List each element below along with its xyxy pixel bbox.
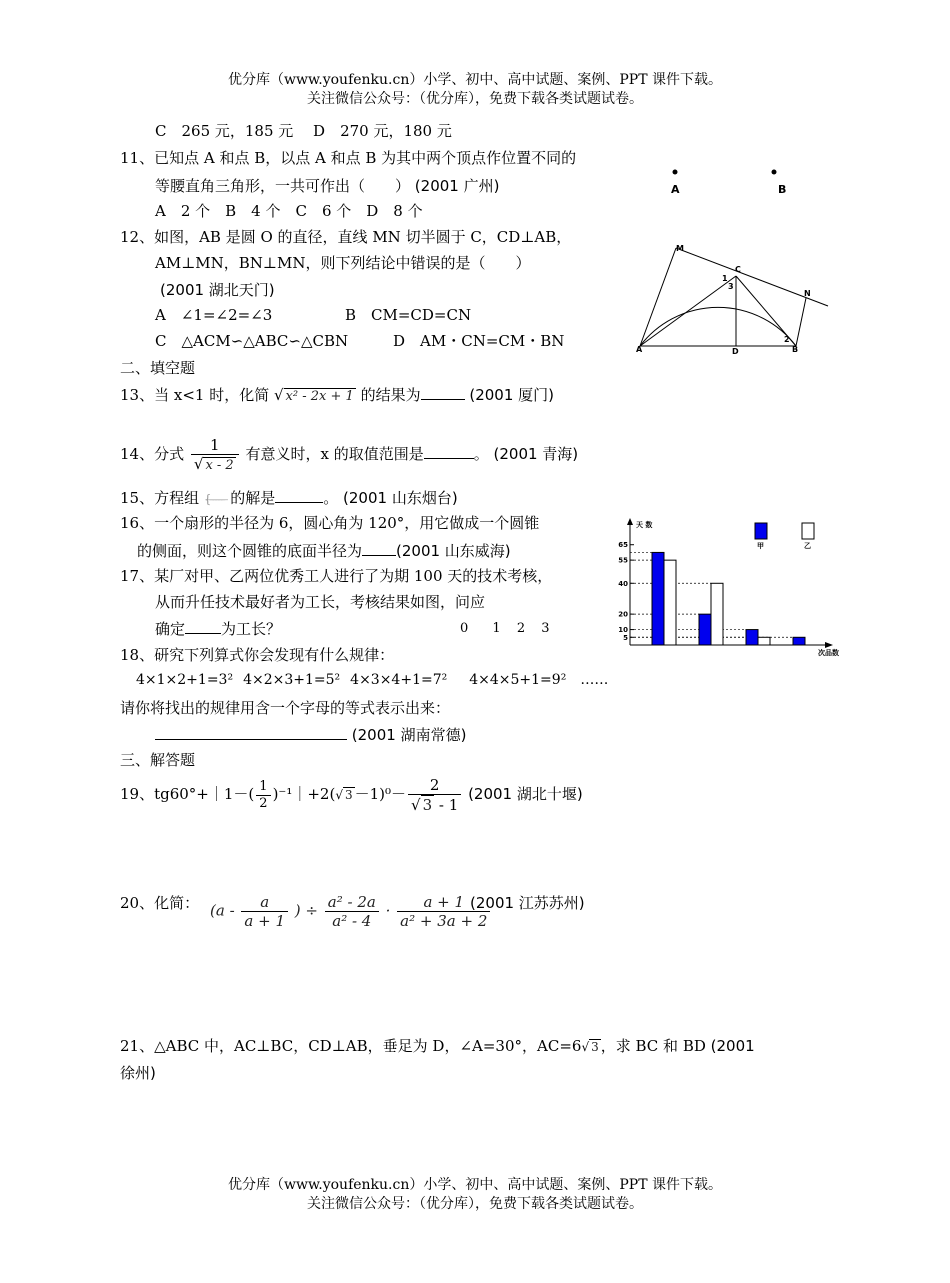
q12-line-1: 12、如图，AB 是圆 O 的直径，直线 MN 切半圆于 C，CD⊥AB， [120,228,572,246]
q16-answer-blank [362,541,396,556]
q11-stem: 等腰直角三角形，一共可作出（ ） [155,177,411,195]
label-angle-2: 2 [784,335,790,344]
label-angle-1: 1 [722,274,728,283]
q14-denominator [191,455,239,474]
q20-fraction-1 [241,893,288,930]
q19-fraction-2 [408,776,461,814]
y-tick-label: 20 [618,610,628,619]
q13-suffix: 的结果为 [360,386,421,404]
q18-ellipsis: …… [580,672,609,688]
label-angle-3: 3 [728,282,734,291]
q17-tick-1: 1 [492,621,501,636]
footer-line-2: 关注微信公众号：（优分库），免费下载各类试题试卷。 [307,1196,643,1212]
q19-half-den: 2 [259,795,268,811]
point-a-label: A [671,183,680,196]
legend-label-jia: 甲 [757,542,764,550]
q21-source-b: 徐州) [120,1064,156,1082]
sqrt-symbol: √ [581,1040,590,1054]
q17-tick-0: 0 [460,621,469,636]
q17-line-1: 17、某厂对甲、乙两位优秀工人进行了为期 100 天的技术考核， [120,567,553,585]
label-m: M [676,244,684,253]
bar-yi-0 [664,560,676,645]
q12-choice-b: B CM=CD=CN [345,306,472,324]
q12-choice-c: C △ACM∽△ABC∽△CBN [155,332,349,350]
q15-answer-blank [275,488,323,503]
header-line-1: 优分库（www.youfenku.cn）小学、初中、高中试题、案例、PPT 课件下载。 [227,72,722,88]
q17-tick-3: 3 [541,621,550,636]
q19-frac2-num: 2 [408,776,461,795]
x-axis-label: 次品数 [818,649,839,657]
q18-source: (2001 湖南常德) [351,726,467,744]
q12-source: (2001 湖北天门) [160,281,275,299]
q19-sqrt3: 3 [344,788,353,802]
sqrt-symbol: √ [193,455,204,473]
q18-line-3: 请你将找出的规律用含一个字母的等式表示出来： [120,699,451,717]
y-tick-label: 10 [618,626,628,635]
q13-radicand: x² - 2x + 1 [285,389,354,404]
bar-jia-1 [699,614,711,645]
q19-mid2: －1)⁰－ [354,785,407,803]
q19-frac2-sqrt: 3 [422,796,433,814]
label-c: C [735,265,741,274]
header-line-2: 关注微信公众号：（优分库），免费下载各类试题试卷。 [307,91,643,107]
q21-sqrt3: 3 [591,1040,599,1054]
q18-eq-4: 4×4×5+1=9² [469,672,567,688]
y-axis-arrow [627,518,633,525]
q20-source: (2001 江苏苏州) [470,894,585,912]
q21-source-a: (2001 [710,1037,755,1055]
q17-line-3 [155,619,281,638]
q20-fraction-2 [325,893,379,930]
q18-answer-line [155,725,466,744]
q18-eq-3: 4×3×4+1=7² [350,672,448,688]
q17-stem-b: 为工长？ [221,620,282,638]
q17-bar-chart [612,515,847,660]
point-b-label: B [778,183,787,196]
point-a-dot [673,170,678,175]
section-2-title: 二、填空题 [120,359,196,377]
q20-f2-den: a² - 4 [332,912,372,930]
q14-numerator: 1 [191,436,239,455]
equation-system-brace-icon: { ̶ ̶ ̶ ̶ ̶ ̶ [203,492,231,506]
q13-answer-blank [421,385,465,400]
q14-line [120,436,578,474]
legend-label-yi: 乙 [804,542,811,550]
q14-end: 。 [473,444,489,463]
q15-prefix: 15、方程组 [120,489,200,507]
segment-bn [796,298,806,346]
label-b: B [792,345,799,354]
q20-prefix: 20、化简： [120,894,200,912]
q20-f3-num: a + 1 [397,893,490,912]
q19-frac2-den-rest: - 1 [434,796,459,814]
q11-line-1: 11、已知点 A 和点 B，以点 A 和点 B 为其中两个顶点作位置不同的 [120,149,577,167]
q17-line-2: 从而升任技术最好者为工长，考核结果如图，问应 [155,593,486,611]
q19-source: (2001 湖北十堰) [468,785,583,803]
label-n: N [804,289,811,298]
q20-f3-den: a² + 3a + 2 [400,912,488,930]
q12-choice-a: A ∠1=∠2=∠3 [155,306,273,324]
bar-yi-2 [758,637,770,645]
sqrt-symbol: √ [411,796,421,814]
label-a: A [636,345,643,354]
bar-jia-2 [746,630,758,645]
q16-line-2 [137,541,511,560]
q15-line [120,488,458,507]
segment-ac [640,276,736,346]
y-tick-label: 65 [618,541,628,550]
q15-end: 。 [323,489,339,507]
y-tick-label: 55 [618,556,628,565]
q20-f1-den: a + 1 [244,912,286,930]
q17-axis-ticks [460,621,550,637]
q20-part-1: (a - [210,901,235,920]
q14-prefix: 14、分式 [120,444,185,463]
q20-f2-num: a² - 2a [325,893,379,912]
q18-answer-blank [155,725,347,740]
q14-suffix: 有意义时，x 的取值范围是 [245,444,424,463]
y-tick-label: 5 [623,633,628,642]
q20-expression [210,893,492,930]
semicircle-arc [640,307,796,346]
y-tick-label: 40 [618,579,628,588]
q20-part-3: · [385,901,391,920]
q18-eq-1: 4×1×2+1=3² [136,672,234,688]
q19-expression [120,776,583,814]
q11-choices: A 2 个 B 4 个 C 6 个 D 8 个 [155,202,423,220]
q14-source: (2001 青海) [493,444,579,463]
legend-swatch-jia [755,523,767,539]
segment-am [640,248,676,346]
legend-swatch-yi [802,523,814,539]
q19-prefix: 19、tg60°+｜1－( [120,785,255,803]
q12-geometry-figure [632,240,837,360]
bar-jia-0 [652,552,664,645]
q13-source: (2001 厦门) [469,386,555,404]
q19-half-num: 1 [256,779,270,796]
q13-prefix: 13、当 x<1 时，化简 [120,386,270,404]
q20-f1-num: a [241,893,288,912]
q21-line-1 [120,1037,755,1055]
q15-source: (2001 山东烟台) [343,489,458,507]
sqrt-symbol: √ [273,386,284,404]
q12-choice-d: D AM・CN=CM・BN [393,332,565,350]
q21-text-a: 21、△ABC 中，AC⊥BC，CD⊥AB，垂足为 D，∠A=30°，AC=6 [120,1037,582,1055]
q14-answer-blank [424,444,474,459]
q11-line-2 [155,177,499,195]
q18-equations [136,672,608,689]
q19-frac2-den [408,795,461,814]
q15-suffix: 的解是 [230,489,276,507]
q20-part-2: ) ÷ [294,901,318,920]
q17-tick-2: 2 [516,621,526,636]
point-b-dot [772,170,777,175]
sqrt-symbol: √ [335,788,343,802]
footer-line-1: 优分库（www.youfenku.cn）小学、初中、高中试题、案例、PPT 课件下载。 [227,1177,722,1193]
q11-points-figure [660,163,800,199]
bar-yi-1 [711,583,723,645]
bar-jia-3 [793,637,805,645]
q17-answer-blank [185,619,221,634]
x-axis-arrow [825,642,833,648]
label-d: D [732,347,739,356]
q19-mid: )⁻¹｜+2( [272,785,336,803]
y-axis-label: 天 数 [636,521,653,529]
q12-line-2: AM⊥MN，BN⊥MN，则下列结论中错误的是（ ） [155,254,531,272]
section-3-title: 三、解答题 [120,751,196,769]
q18-line-1: 18、研究下列算式你会发现有什么规律： [120,646,395,664]
q11-source: (2001 广州) [414,177,500,195]
q21-text-b: ，求 BC 和 BD [600,1037,706,1055]
q16-source: (2001 山东威海) [396,542,511,560]
q16-stem: 的侧面，则这个圆锥的底面半径为 [137,542,363,560]
q19-half-fraction [256,779,270,811]
q10-choices: C 265 元，185 元 D 270 元，180 元 [155,122,452,140]
q14-radicand: x - 2 [205,458,234,473]
q14-fraction [191,436,239,474]
q16-line-1: 16、一个扇形的半径为 6，圆心角为 120°，用它做成一个圆锥 [120,514,540,532]
q17-stem-a: 确定 [155,620,186,638]
q13-line [120,385,554,405]
q18-eq-2: 4×2×3+1=5² [243,672,341,688]
